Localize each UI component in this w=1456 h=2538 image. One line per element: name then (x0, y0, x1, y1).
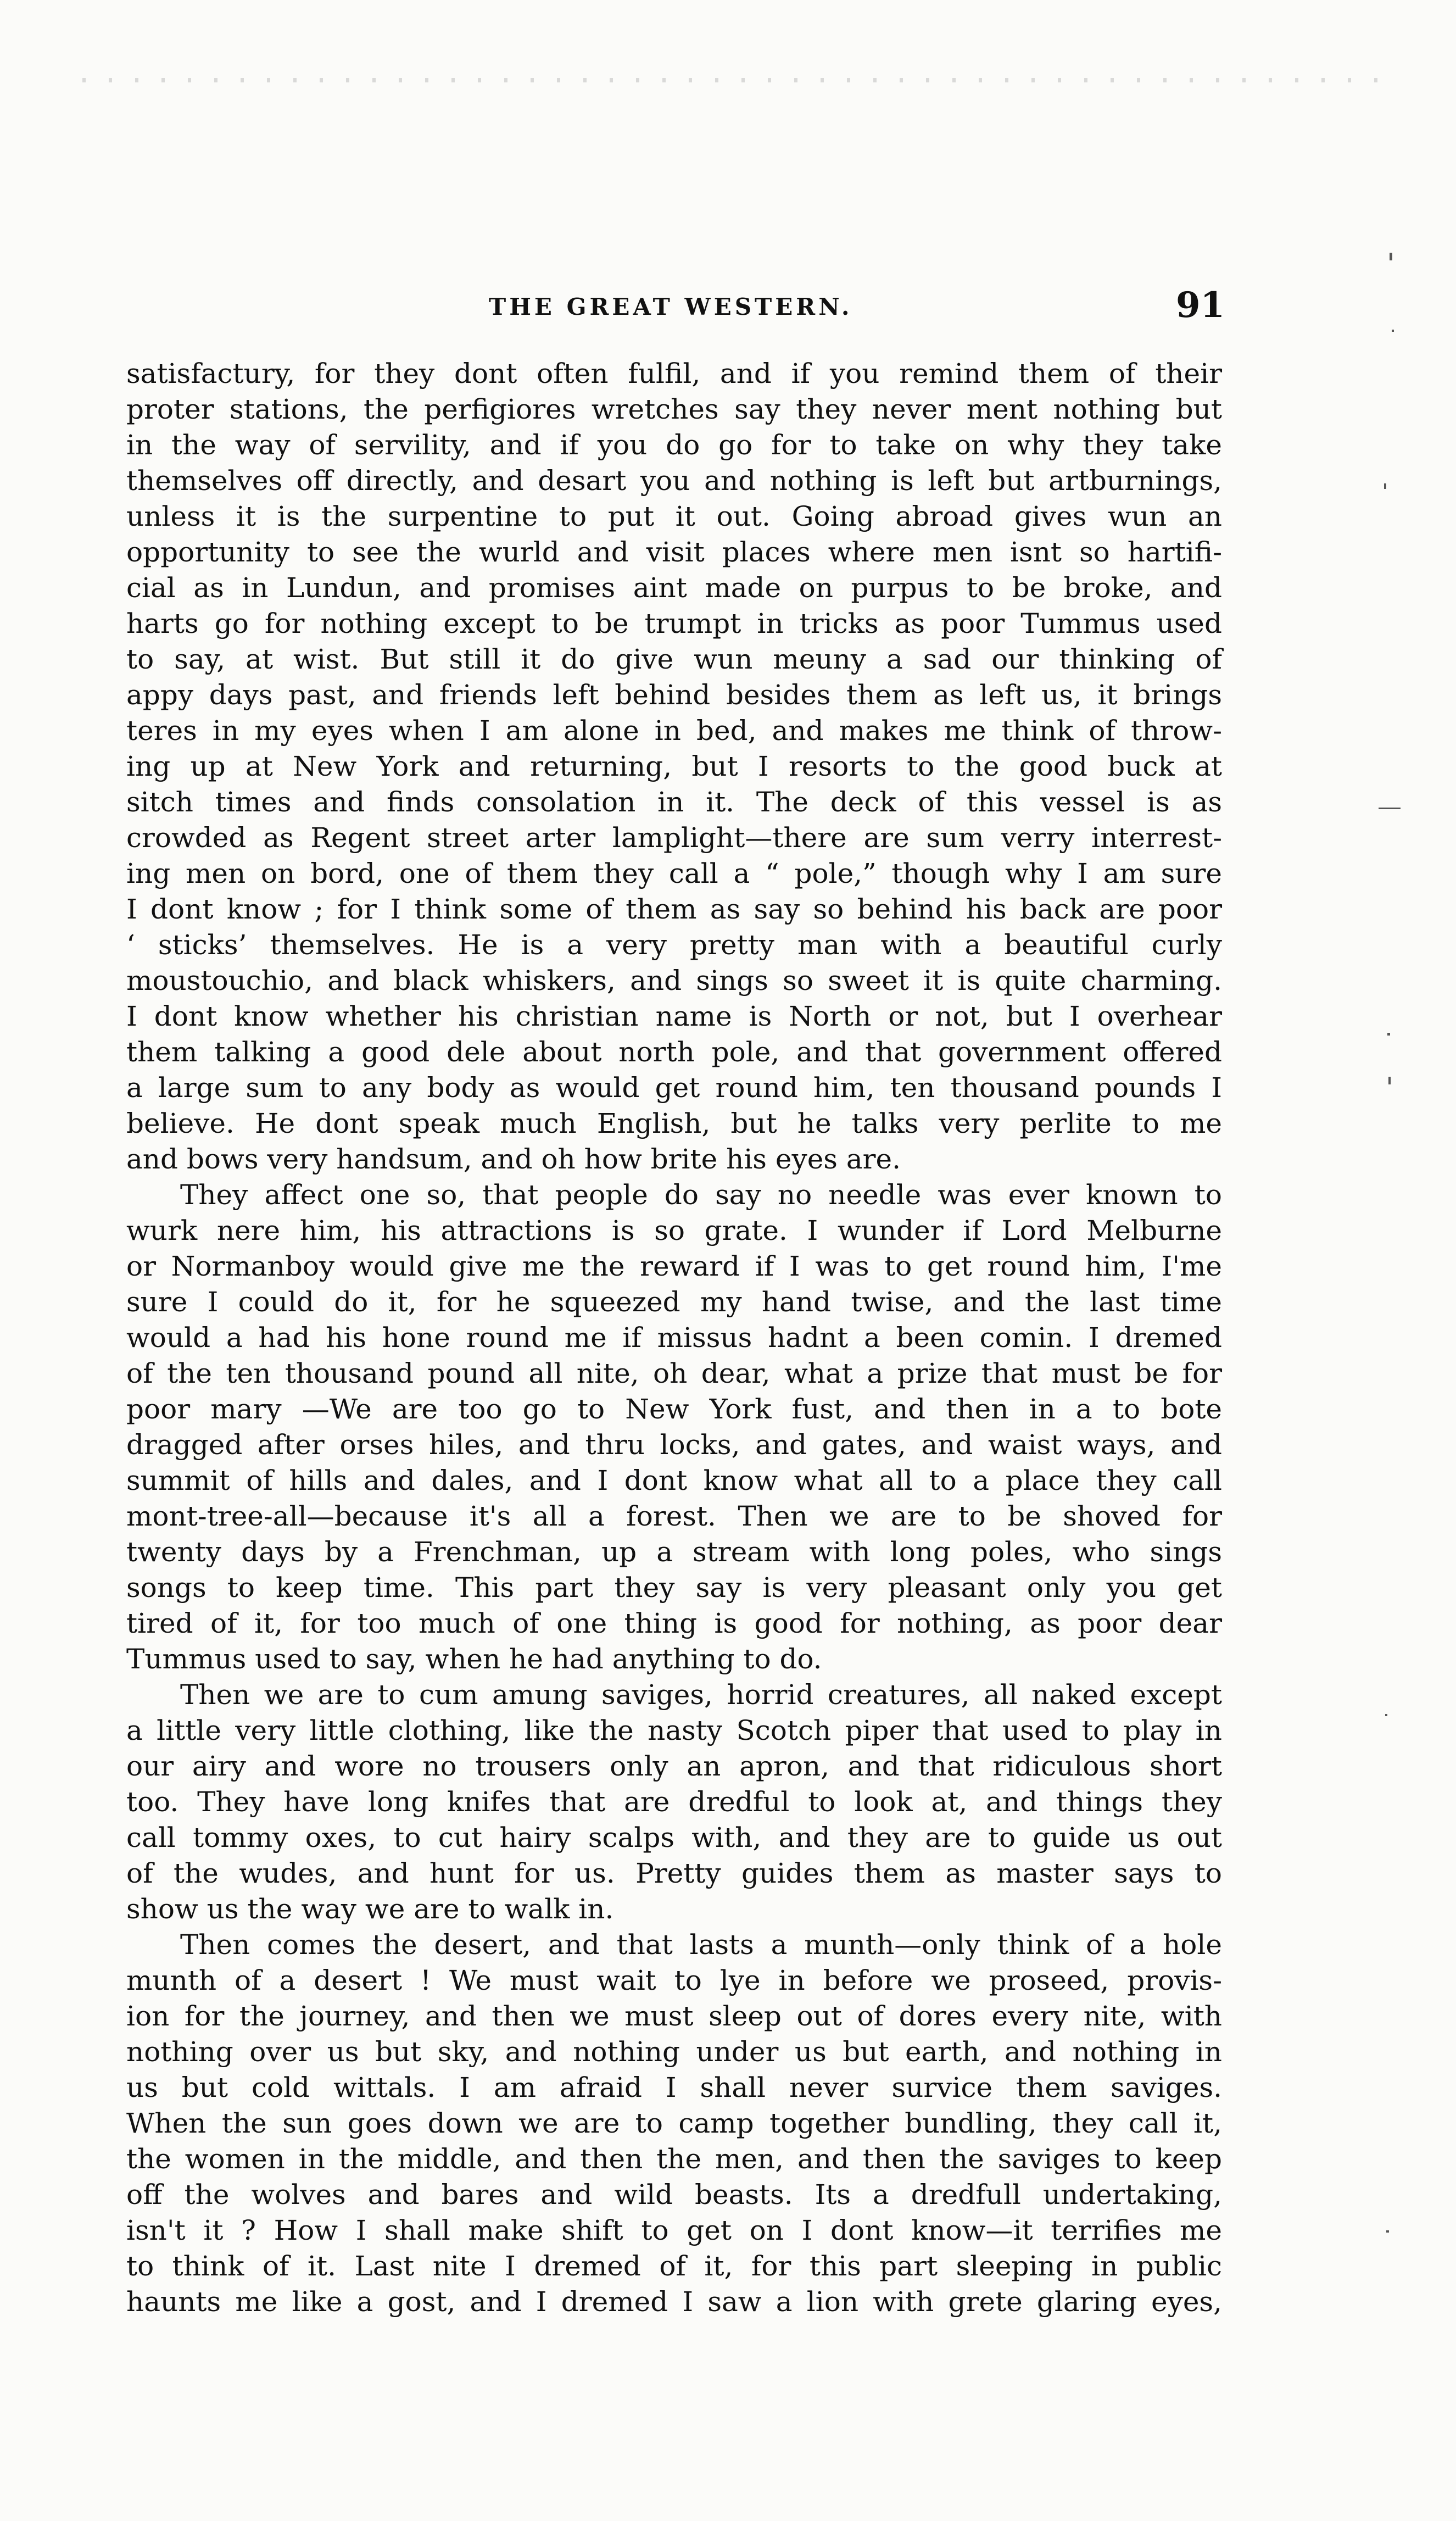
text-line: or Normanboy would give me the reward if I was to get round him, I'me (126, 1250, 1222, 1282)
text-line: sitch times and finds consolation in it. The deck of this vessel is as (126, 786, 1222, 818)
text-line: moustouchio, and black whiskers, and sings so sweet it is quite charming. (126, 965, 1222, 997)
text-line: crowded as Regent street arter lamplight—there are sum verry interrest- (126, 822, 1222, 854)
text-line: would a had his hone round me if missus hadnt a been comin. I dremed (126, 1322, 1222, 1354)
text-line: ‘ sticks’ themselves. He is a very pretty man with a beautiful curly (126, 929, 1222, 961)
margin-speck (1392, 330, 1394, 332)
text-line: of the ten thousand pound all nite, oh dear, what a prize that must be for (126, 1357, 1222, 1389)
margin-speck (1385, 1714, 1387, 1716)
text-line: When the sun goes down we are to camp together bundling, they call it, (126, 2107, 1222, 2139)
body-text (126, 356, 1222, 2320)
page-number: 91 (1175, 285, 1225, 326)
text-line: unless it is the surpentine to put it out. Going abroad gives wun an (126, 500, 1222, 532)
text-line: a large sum to any body as would get round him, ten thousand pounds I (126, 1072, 1222, 1104)
text-line: appy days past, and friends left behind besides them as left us, it brings (126, 679, 1222, 711)
text-line: ing men on bord, one of them they call a “ pole,” though why I am sure (126, 858, 1222, 889)
text-line: in the way of servility, and if you do go for to take on why they take (126, 429, 1222, 461)
text-line: to say, at wist. But still it do give wun meuny a sad our thinking of (126, 643, 1222, 675)
margin-speck (1388, 1077, 1391, 1084)
text-line: our airy and wore no trousers only an apron, and that ridiculous short (126, 1750, 1222, 1782)
text-line: off the wolves and bares and wild beasts. Its a dredfull undertaking, (126, 2179, 1222, 2211)
text-line: tired of it, for too much of one thing is good for nothing, as poor dear (126, 1607, 1222, 1639)
text-line: mont-tree-all—because it's all a forest. Then we are to be shoved for (126, 1500, 1222, 1532)
text-line: ion for the journey, and then we must sleep out of dores every nite, with (126, 2000, 1222, 2032)
text-line: teres in my eyes when I am alone in bed, and makes me think of throw- (126, 715, 1222, 747)
text-line: cial as in Lundun, and promises aint made on purpus to be broke, and (126, 572, 1222, 604)
text-line: songs to keep time. This part they say is very pleasant only you get (126, 1572, 1222, 1604)
margin-speck (1384, 483, 1386, 489)
text-line: believe. He dont speak much English, but he talks very perlite to me (126, 1107, 1222, 1139)
margin-speck (1386, 2230, 1389, 2233)
margin-speckles (1362, 231, 1428, 2538)
text-line: us but cold wittals. I am afraid I shall never survice them saviges. (126, 2072, 1222, 2103)
running-head: THE GREAT WESTERN. (489, 293, 853, 320)
text-line: to think of it. Last nite I dremed of it, for this part sleeping in public (126, 2250, 1222, 2282)
page-header (126, 285, 1225, 329)
text-line: them talking a good dele about north pole, and that government offered (126, 1036, 1222, 1068)
text-line: They affect one so, that people do say no needle was ever known to (180, 1179, 1222, 1211)
text-line: proter stations, the perfigiores wretches say they never ment nothing but (126, 393, 1222, 425)
text-line: the women in the middle, and then the men, and then the saviges to keep (126, 2143, 1222, 2175)
text-line: I dont know ; for I think some of them as say so behind his back are poor (126, 893, 1222, 925)
text-line: I dont know whether his christian name is North or not, but I overhear (126, 1000, 1222, 1032)
margin-speck (1390, 253, 1392, 260)
text-line: haunts me like a gost, and I dremed I saw a lion with grete glaring eyes, (126, 2286, 1222, 2318)
text-line: dragged after orses hiles, and thru locks, and gates, and waist ways, and (126, 1429, 1222, 1461)
text-line: nothing over us but sky, and nothing under us but earth, and nothing in (126, 2036, 1222, 2068)
text-line: show us the way we are to walk in. (126, 1893, 614, 1925)
text-line: satisfactury, for they dont often fulfil, and if you remind them of their (126, 358, 1222, 389)
text-line: too. They have long knifes that are dredful to look at, and things they (126, 1786, 1222, 1818)
text-line: call tommy oxes, to cut hairy scalps with, and they are to guide us out (126, 1822, 1222, 1854)
text-line: wurk nere him, his attractions is so grate. I wunder if Lord Melburne (126, 1215, 1222, 1246)
scan-speckle-row (82, 78, 1390, 82)
text-line: of the wudes, and hunt for us. Pretty guides them as master says to (126, 1857, 1222, 1889)
text-line: and bows very handsum, and oh how brite his eyes are. (126, 1143, 901, 1175)
text-line: harts go for nothing except to be trumpt in tricks as poor Tummus used (126, 608, 1222, 639)
text-line: sure I could do it, for he squeezed my hand twise, and the last time (126, 1286, 1222, 1318)
text-line: themselves off directly, and desart you and nothing is left but artburnings, (126, 465, 1222, 497)
text-line: Then comes the desert, and that lasts a munth—only think of a hole (180, 1929, 1222, 1961)
margin-speck (1379, 808, 1401, 809)
text-line: Then we are to cum amung saviges, horrid creatures, all naked except (180, 1679, 1222, 1711)
text-line: summit of hills and dales, and I dont know what all to a place they call (126, 1465, 1222, 1496)
text-line: a little very little clothing, like the nasty Scotch piper that used to play in (126, 1715, 1222, 1746)
text-line: isn't it ? How I shall make shift to get on I dont know—it terrifies me (126, 2214, 1222, 2246)
text-line: poor mary —We are too go to New York fust, and then in a to bote (126, 1393, 1222, 1425)
text-line: ing up at New York and returning, but I resorts to the good buck at (126, 750, 1222, 782)
margin-speck (1387, 1033, 1390, 1036)
text-line: twenty days by a Frenchman, up a stream with long poles, who sings (126, 1536, 1222, 1568)
text-line: Tummus used to say, when he had anything to do. (126, 1643, 822, 1675)
text-line: opportunity to see the wurld and visit places where men isnt so hartifi- (126, 536, 1222, 568)
text-line: munth of a desert ! We must wait to lye in before we proseed, provis- (126, 1964, 1222, 1996)
